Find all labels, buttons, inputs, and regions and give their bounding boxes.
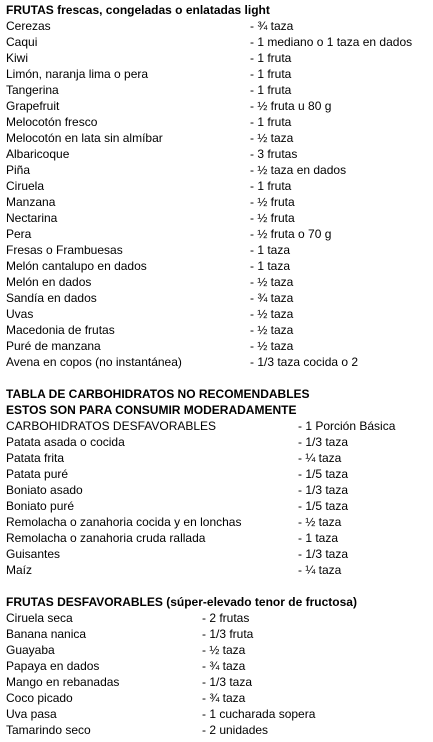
list-item [6,210,295,226]
list-item [6,178,292,194]
item-name: Mango en rebanadas [6,675,120,689]
list-item [6,162,347,178]
list-item [6,450,342,466]
section-frutas-desfavorables [6,594,357,738]
item-name: Papaya en dados [6,659,100,673]
list-item [6,306,294,322]
item-amount: - ½ taza [298,515,342,529]
item-amount: - ¾ taza [250,19,294,33]
item-amount: - ½ taza [250,339,294,353]
list-item [6,514,342,530]
item-name: Albaricoque [6,147,70,161]
list-item [6,482,349,498]
list-item [6,114,292,130]
item-name: Banana nanica [6,627,87,641]
list-item [6,690,357,706]
item-amount: - ¾ taza [202,691,246,705]
item-amount: - ½ taza [250,131,294,145]
list-item [6,194,295,210]
item-amount: - ¼ taza [298,563,342,577]
item-name: Limón, naranja lima o pera [6,67,149,81]
item-amount: - 1/3 fruta [202,627,254,641]
item-name: Remolacha o zanahoria cruda rallada [6,531,206,545]
list-item [6,546,349,562]
item-amount: - 1 Porción Básica [298,419,396,433]
item-amount: - ½ taza en dados [250,163,347,177]
item-amount: - 1/5 taza [298,467,349,481]
item-amount: - ½ fruta o 70 g [250,227,332,241]
list-item [6,18,294,34]
item-name: Patata puré [6,467,69,481]
item-name: Avena en copos (no instantánea) [6,355,182,369]
item-amount: - 2 unidades [202,723,269,737]
item-name: Ciruela [6,179,45,193]
item-amount: - 1 fruta [250,179,292,193]
item-name: Cerezas [6,19,51,33]
list-item [6,418,396,434]
item-name: Macedonia de frutas [6,323,115,337]
item-name: Guisantes [6,547,61,561]
item-amount: - ½ fruta u 80 g [250,99,332,113]
list-item [6,642,357,658]
list-item [6,498,349,514]
item-name: Melón en dados [6,275,92,289]
list-item [6,322,294,338]
list-item [6,146,298,162]
item-name: Patata frita [6,451,65,465]
item-amount: - ½ taza [250,275,294,289]
item-amount: - ¾ taza [202,659,246,673]
item-amount: - 1/5 taza [298,499,349,513]
item-amount: - 1/3 taza [298,435,349,449]
list-item [6,290,294,306]
list-item [6,338,294,354]
item-amount: - 3 frutas [250,147,298,161]
item-amount: - 1 fruta [250,83,292,97]
item-amount: - 1/3 taza [298,547,349,561]
item-name: Kiwi [6,51,29,65]
item-name: Boniato asado [6,483,83,497]
item-amount: - 1 fruta [250,67,292,81]
section-heading: TABLA DE CARBOHIDRATOS NO RECOMENDABLES [6,387,310,401]
item-amount: - ¼ taza [298,451,342,465]
item-name: Puré de manzana [6,339,101,353]
item-name: Coco picado [6,691,73,705]
item-amount: - 1/3 taza [202,675,253,689]
list-item [6,658,357,674]
list-item [6,274,294,290]
list-item [6,34,413,50]
list-item [6,98,332,114]
list-item [6,722,357,738]
item-amount: - 1/3 taza cocida o 2 [250,355,359,369]
item-name: Patata asada o cocida [6,435,125,449]
item-amount: - ½ taza [202,643,246,657]
item-name: Ciruela seca [6,611,73,625]
list-item [6,706,357,722]
section-heading: FRUTAS frescas, congeladas o enlatadas light [6,3,270,17]
item-name: Grapefruit [6,99,60,113]
item-amount: - ½ fruta [250,211,295,225]
list-item [6,130,294,146]
list-item [6,610,357,626]
item-name: Maíz [6,563,33,577]
item-name: Caqui [6,35,38,49]
item-amount: - 1 taza [298,531,339,545]
item-name: Guayaba [6,643,55,657]
list-item [6,242,291,258]
list-item [6,530,339,546]
item-name: Melocotón en lata sin almíbar [6,131,163,145]
item-amount: - ½ fruta [250,195,295,209]
section-carbohidratos-no-recomendables [6,386,396,578]
item-name: Sandía en dados [6,291,97,305]
section-heading: FRUTAS DESFAVORABLES (súper-elevado tenor de fructosa) [6,595,357,609]
list-item [6,674,357,690]
item-name: Uva pasa [6,707,57,721]
list-item [6,82,292,98]
item-name: Manzana [6,195,56,209]
item-name: Fresas o Frambuesas [6,243,123,257]
list-item [6,562,342,578]
item-amount: - 1 taza [250,243,291,257]
list-item [6,466,349,482]
list-item [6,626,357,642]
list-item [6,354,359,370]
item-amount: - 1 taza [250,259,291,273]
item-amount: - 1 fruta [250,115,292,129]
item-amount: - ½ taza [250,307,294,321]
item-name: Tangerina [6,83,59,97]
item-name: Pera [6,227,32,241]
item-name: Remolacha o zanahoria cocida y en lonchas [6,515,242,529]
section-heading: ESTOS SON PARA CONSUMIR MODERADAMENTE [6,403,297,417]
list-item [6,258,291,274]
item-name: Melocotón fresco [6,115,98,129]
item-amount: - 1 fruta [250,51,292,65]
item-name: Uvas [6,307,34,321]
item-amount: - ½ taza [250,323,294,337]
list-item [6,50,292,66]
item-name: Tamarindo seco [6,723,91,737]
list-item [6,434,349,450]
section-frutas-light [6,2,413,370]
item-amount: - 1 mediano o 1 taza en dados [250,35,413,49]
item-amount: - 1 cucharada sopera [202,707,316,721]
item-amount: - ¾ taza [250,291,294,305]
item-name: Boniato puré [6,499,75,513]
list-item [6,66,292,82]
item-amount: - 1/3 taza [298,483,349,497]
list-item [6,226,332,242]
item-name: CARBOHIDRATOS DESFAVORABLES [6,419,217,433]
item-name: Piña [6,163,31,177]
item-name: Melón cantalupo en dados [6,259,147,273]
item-name: Nectarina [6,211,58,225]
item-amount: - 2 frutas [202,611,250,625]
